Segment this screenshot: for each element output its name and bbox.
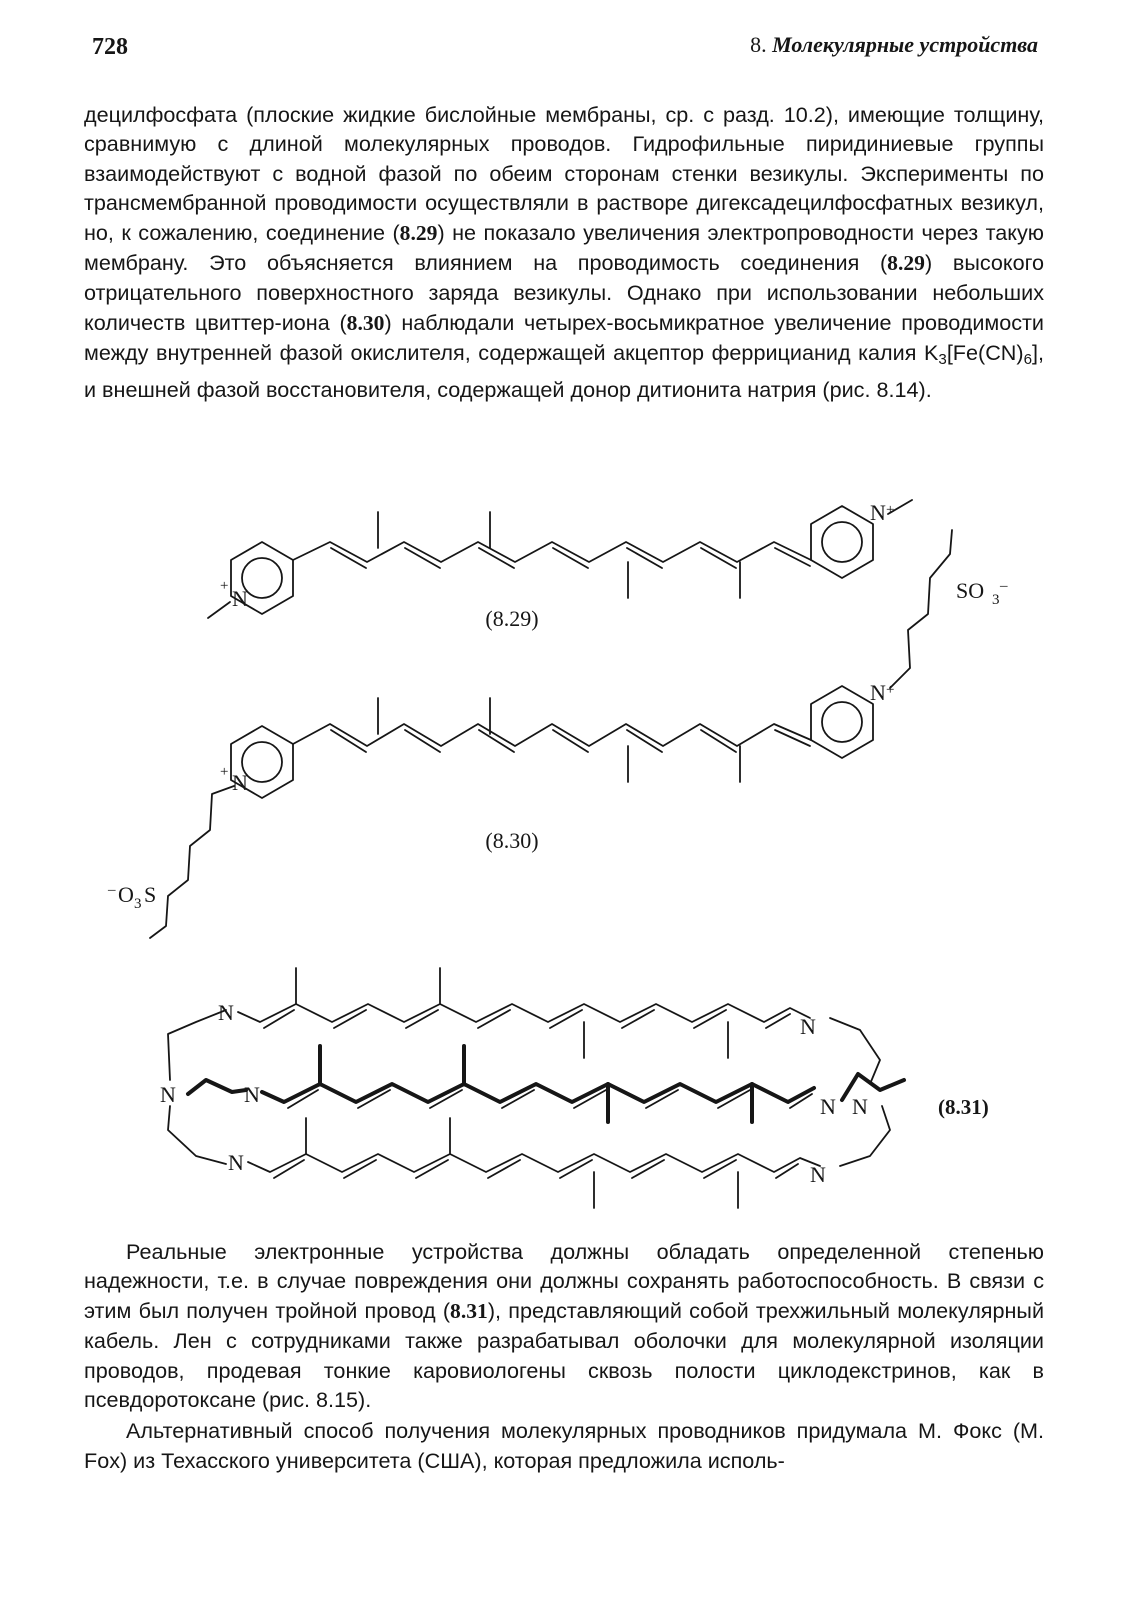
top-paragraph-block [84,100,1044,404]
sulfobutyl-chain [890,530,952,688]
charge-minus: – [108,882,116,898]
so3-group: SO [956,578,985,603]
text-run: Реальные электронные устройства должны обладать определенной степенью надежности, т.е. в случае повреждения они должны сохранять работоспособность. В связи с этим был получен тройной провод ( [84,1239,1044,1323]
running-head [750,32,1038,58]
polyene-chain [248,1154,820,1172]
charge-plus: + [220,764,229,780]
atom-n: N [218,1000,234,1025]
charge-minus: – [1000,578,1008,594]
o3s-s: S [144,882,157,907]
charge-plus: + [886,682,895,698]
atom-n-plus: N [232,586,248,611]
compound-ref: 8.31 [450,1298,488,1323]
atom-n: N [810,1162,826,1187]
paragraph-fox: Альтернативный способ получения молекулярных проводников придумала М. Фокс (M. Fox) из Техасского университета (США), которая предложила исполь- [84,1418,1044,1473]
paragraph-triple-wire [84,1237,1044,1414]
polyene-chain [293,724,811,746]
cage-arm [168,1106,226,1164]
label-8-29: (8.29) [485,606,539,631]
compound-ref: 8.30 [346,310,385,335]
sulfobutyl-chain [150,786,234,938]
structure-8-31 [168,968,904,1208]
text-run: децилфосфата (плоские жидкие бислойные мембраны, ср. с разд. 10.2), имеющие толщину, сравнимую с длиной молекулярных проводов. Гидрофильные пиридиниевые группы взаимодействуют с водной фазой по обеим сторонам стенки везикулы. Эксперименты по трансмембранной проводимости осуществляли в растворе дигексадецилфосфатных везикул, но, к сожалению, соединение ( [84,102,1044,245]
so3-subscript: 3 [992,592,1000,608]
o3s-subscript: 3 [134,896,142,912]
compound-ref: 8.29 [887,251,925,276]
text-run: [Fe(CN) [946,340,1024,366]
polyene-chain-bold [262,1084,814,1102]
compound-ref: 8.29 [399,220,438,245]
atom-n-plus: N [870,680,886,705]
subscript: 3 [938,351,947,369]
subscript: 6 [1023,351,1032,369]
bottom-paragraph-block [84,1237,1044,1475]
chapter-number: 8. [750,32,767,57]
text-run: ) наблюдали четырех-восьмикратное увеличение проводимости между внутренней фазой окислителя, содержащей акцептор феррицианид калия K [84,309,1044,366]
pyridinium-ring [811,686,873,758]
text-run: ) высокого отрицательного поверхностного заряда везикулы. Однако при использовании небольших количеств цвиттер-иона ( [84,250,1044,335]
atom-n: N [160,1082,176,1107]
charge-plus: + [220,578,229,594]
o3s-o: O [118,882,134,907]
atom-n: N [820,1094,836,1119]
atom-n: N [244,1082,260,1107]
polyene-chain [293,542,811,562]
atom-n-plus: N [870,500,886,525]
atom-n: N [800,1014,816,1039]
atom-n: N [228,1150,244,1175]
polyene-chain [238,1004,810,1022]
text-run: ) не показало увеличения электропроводности через такую мембрану. Это объясняется влиянием на проводимость соединения ( [84,219,1044,276]
chapter-title: Молекулярные устройства [772,32,1038,57]
atom-n-plus: N [232,770,248,795]
atom-n: N [852,1094,868,1119]
text-run: ), представляющий собой трехжильный молекулярный кабель. Лен с сотрудниками также разрабатывал оболочки для молекулярной изоляции проводов, продевая тонкие каровиологены сквозь полости циклодекстринов, как в псевдоротоксане (рис. 8.15). [84,1297,1045,1413]
page-number: 728 [92,34,128,60]
charge-plus: + [886,502,895,518]
aromatic-circle [242,558,282,598]
label-8-30: (8.30) [485,828,539,853]
pyridinium-ring [811,506,873,578]
cage-arm [830,1018,880,1084]
molecular-wires-figure [0,490,1130,1210]
structure-8-30 [150,530,952,938]
paragraph-transmembrane [84,100,1044,404]
structure-8-29 [208,500,912,618]
text-run: ], и внешней фазой восстановителя, содержащей донор дитионита натрия (рис. 8.14). [84,340,1044,402]
label-8-31: (8.31) [938,1095,989,1119]
